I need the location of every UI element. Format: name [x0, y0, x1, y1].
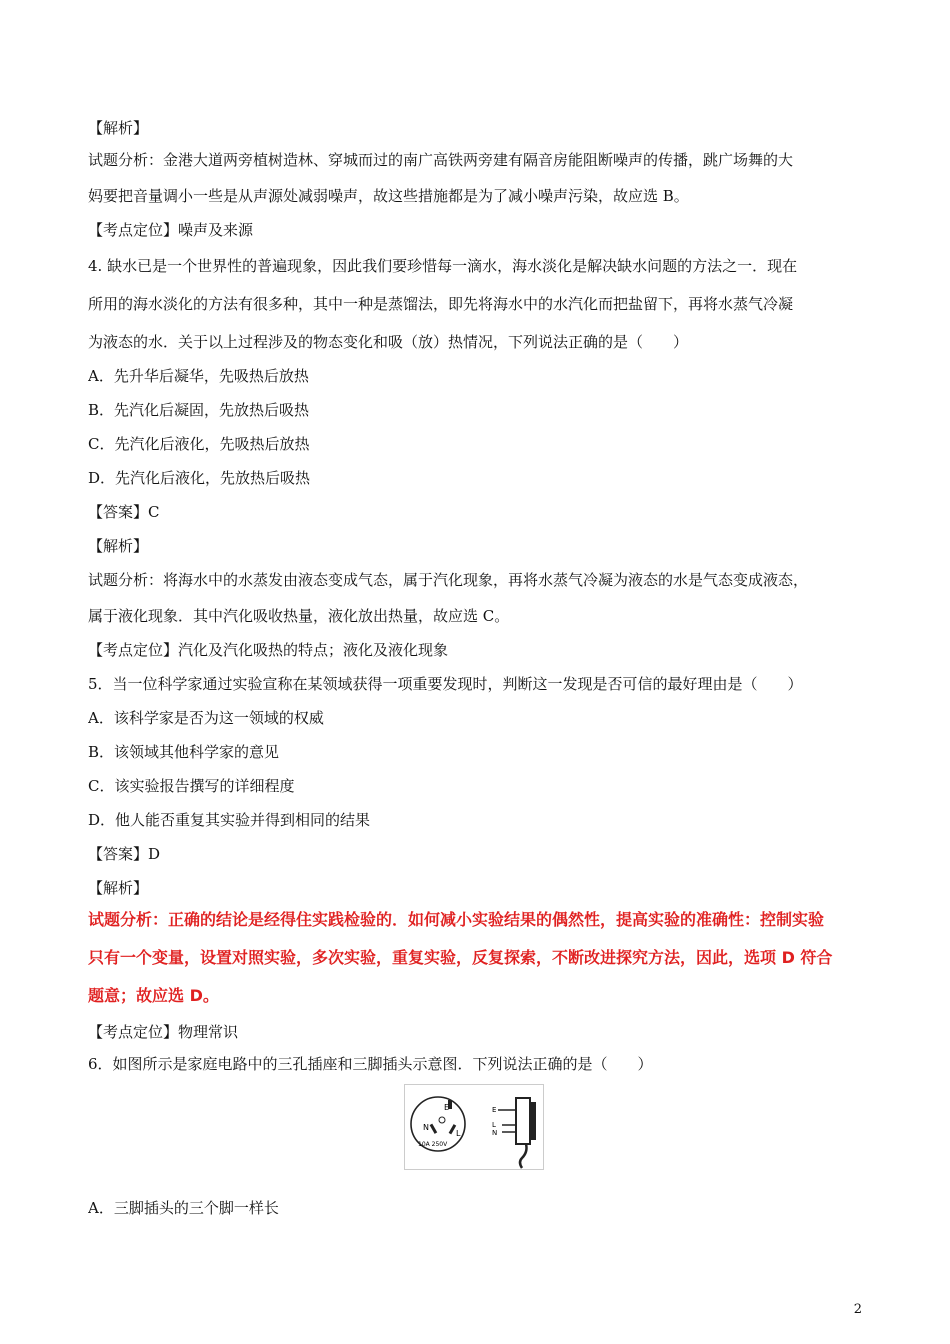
key-point: 【考点定位】汽化及汽化吸热的特点；液化及液化现象	[88, 641, 449, 659]
question-6-option-a: A．三脚插头的三个脚一样长	[88, 1199, 279, 1217]
analysis-text: 试题分析：将海水中的水蒸发由液态变成气态，属于汽化现象，再将水蒸气冷凝为液态的水是气态变成液态，	[88, 571, 809, 589]
analysis-text-highlight: 只有一个变量，设置对照实验，多次实验，重复实验，反复探索，不断改进探究方法，因此，选项 D 符合	[88, 948, 833, 967]
question-4-text: 为液态的水．关于以上过程涉及的物态变化和吸（放）热情况，下列说法正确的是（ ）	[88, 333, 689, 351]
socket-live-label: L	[456, 1129, 461, 1138]
question-5-option-b: B．该领域其他科学家的意见	[88, 743, 280, 761]
question-5-option-c: C．该实验报告撰写的详细程度	[88, 777, 295, 795]
plug-earth-label: E	[492, 1106, 497, 1114]
analysis-heading: 【解析】	[88, 119, 149, 137]
socket-earth-label: E	[444, 1103, 450, 1112]
plug-live-label: L	[492, 1121, 496, 1129]
analysis-text: 属于液化现象．其中汽化吸收热量，液化放出热量，故应选 C。	[88, 607, 510, 625]
question-5-text: 5．当一位科学家通过实验宣称在某领域获得一项重要发现时，判断这一发现是否可信的最好理由是（ ）	[88, 675, 803, 693]
question-5-option-a: A．该科学家是否为这一领域的权威	[88, 709, 324, 727]
page-number: 2	[853, 1302, 862, 1317]
answer: 【答案】C	[88, 503, 160, 521]
plug-neutral-label: N	[492, 1129, 498, 1137]
analysis-text: 妈要把音量调小一些是从声源处减弱噪声，故这些措施都是为了减小噪声污染，故应选 B。	[88, 187, 689, 205]
analysis-text-highlight: 试题分析：正确的结论是经得住实践检验的．如何减小实验结果的偶然性，提高实验的准确性：控制实验	[88, 910, 825, 929]
socket-neutral-label: N	[423, 1123, 429, 1132]
analysis-heading: 【解析】	[88, 879, 149, 897]
analysis-heading: 【解析】	[88, 537, 149, 555]
question-4-option-d: D．先汽化后液化，先放热后吸热	[88, 469, 311, 487]
question-4-option-b: B．先汽化后凝固，先放热后吸热	[88, 401, 310, 419]
question-4-option-c: C．先汽化后液化，先吸热后放热	[88, 435, 310, 453]
key-point: 【考点定位】物理常识	[88, 1023, 239, 1041]
analysis-text: 试题分析：金港大道两旁植树造林、穿城而过的南广高铁两旁建有隔音房能阻断噪声的传播，跳广场舞的大	[88, 151, 794, 169]
socket-rating-label: 10A 250V	[418, 1141, 448, 1148]
analysis-text-highlight: 题意；故应选 D。	[88, 986, 219, 1005]
key-point: 【考点定位】噪声及来源	[88, 221, 254, 239]
answer: 【答案】D	[88, 845, 161, 863]
question-4-text: 4. 缺水已是一个世界性的普遍现象，因此我们要珍惜每一滴水，海水淡化是解决缺水问题的方法之一．现在	[88, 257, 798, 275]
question-4-text: 所用的海水淡化的方法有很多种，其中一种是蒸馏法，即先将海水中的水汽化而把盐留下，再将水蒸气冷凝	[88, 295, 794, 313]
question-6-text: 6．如图所示是家庭电路中的三孔插座和三脚插头示意图．下列说法正确的是（ ）	[88, 1055, 653, 1073]
socket-plug-figure	[404, 1084, 544, 1170]
question-5-option-d: D．他人能否重复其实验并得到相同的结果	[88, 811, 371, 829]
question-4-option-a: A．先升华后凝华，先吸热后放热	[88, 367, 309, 385]
